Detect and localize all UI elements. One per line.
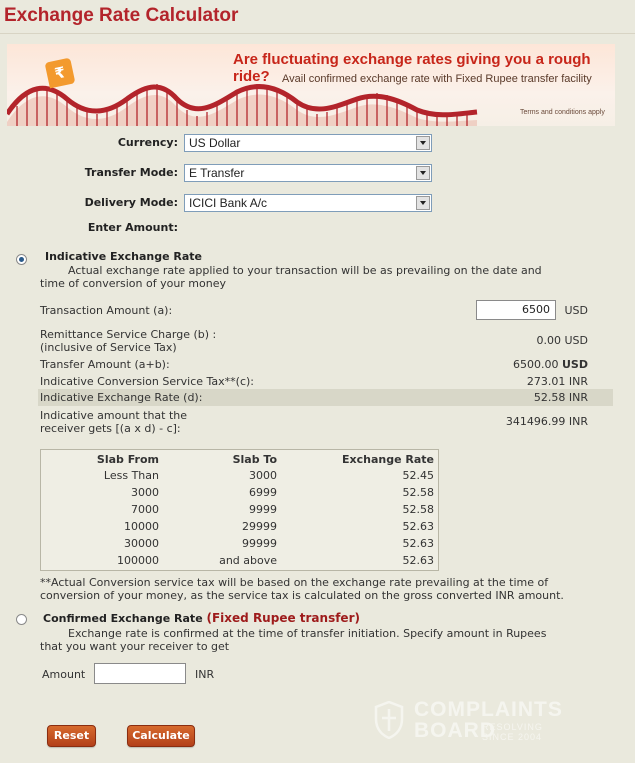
service-tax-value: 273.01 INR: [526, 375, 588, 388]
fixed-rupee-label: (Fixed Rupee transfer): [206, 611, 360, 625]
table-row: [41, 535, 438, 552]
slab-header-rate: Exchange Rate: [342, 452, 434, 466]
transaction-currency: USD: [564, 304, 588, 317]
slab-rate: 52.63: [402, 553, 434, 567]
footnote-line2: conversion of your money, as the service tax is calculated on the gross converted INR amount.: [40, 589, 564, 602]
confirmed-heading: Confirmed Exchange Rate: [43, 612, 203, 625]
transaction-amount-input[interactable]: 6500: [476, 300, 556, 320]
remittance-label-2: (inclusive of Service Tax): [40, 341, 177, 354]
exchange-rate-value: 52.58 INR: [533, 391, 588, 404]
table-row: [41, 484, 438, 501]
receiver-label-1: Indicative amount that the: [40, 409, 188, 422]
indicative-note-line1: Actual exchange rate applied to your transaction will be as prevailing on the date and: [68, 264, 542, 277]
banner-headline: Are fluctuating exchange rates giving you a rough ride?: [233, 51, 591, 85]
confirmed-heading-wrap: [43, 611, 360, 625]
slab-to: and above: [219, 553, 277, 567]
banner-subline: Avail confirmed exchange rate with Fixed Rupee transfer facility: [282, 73, 592, 85]
slab-to: 3000: [249, 468, 277, 482]
complaints-board-watermark: [374, 699, 589, 745]
slab-rate: 52.45: [402, 468, 434, 482]
slab-from: Less Than: [103, 468, 159, 482]
title-divider: [0, 33, 635, 34]
delivery-mode-select[interactable]: [184, 194, 432, 212]
indicative-heading: Indicative Exchange Rate: [45, 250, 202, 263]
table-row: [41, 552, 438, 569]
slab-to: 6999: [249, 485, 277, 499]
footnote-line1: **Actual Conversion service tax will be based on the exchange rate prevailing at the time of: [40, 576, 549, 589]
indicative-rate-radio[interactable]: [16, 254, 27, 265]
remittance-value: 0.00 USD: [536, 334, 588, 347]
chevron-down-icon[interactable]: [416, 196, 430, 210]
slab-from: 3000: [131, 485, 159, 499]
table-row: [41, 518, 438, 535]
remittance-label-1: Remittance Service Charge (b) :: [40, 328, 217, 341]
banner-terms: Terms and conditions apply: [520, 109, 605, 116]
transfer-amount-label: Transfer Amount (a+b):: [40, 358, 170, 371]
receiver-label-2: receiver gets [(a x d) - c]:: [40, 422, 181, 435]
chevron-down-icon[interactable]: [416, 166, 430, 180]
transfer-amount-currency: USD: [562, 358, 588, 371]
currency-label: Currency:: [117, 136, 178, 149]
transfer-mode-label: Transfer Mode:: [84, 166, 178, 179]
reset-button[interactable]: Reset: [47, 725, 96, 747]
exchange-rate-label: Indicative Exchange Rate (d):: [40, 391, 203, 404]
slab-rate: 52.58: [402, 485, 434, 499]
table-row: [41, 467, 438, 484]
watermark-line1: COMPLAINTS: [414, 698, 563, 721]
chevron-down-icon[interactable]: [416, 136, 430, 150]
table-row: [41, 501, 438, 518]
confirmed-rate-radio[interactable]: [16, 614, 27, 625]
currency-select[interactable]: [184, 134, 432, 152]
slab-rate: 52.63: [402, 519, 434, 533]
amount-label: Amount: [42, 668, 86, 681]
enter-amount-label: Enter Amount:: [87, 221, 178, 234]
currency-value: US Dollar: [189, 136, 241, 150]
slab-from: 30000: [124, 536, 159, 550]
slab-table: [40, 449, 439, 571]
slab-to: 99999: [242, 536, 277, 550]
slab-header-from: Slab From: [96, 452, 159, 466]
watermark-line2: BOARD: [414, 719, 496, 742]
confirmed-note-line1: Exchange rate is confirmed at the time of transfer initiation. Specify amount in Rupees: [68, 627, 547, 640]
delivery-mode-label: Delivery Mode:: [84, 196, 178, 209]
slab-to: 29999: [242, 519, 277, 533]
indicative-note-line2: time of conversion of your money: [40, 277, 227, 290]
transfer-amount-value: 6500.00: [513, 358, 559, 371]
shield-icon: [374, 701, 404, 739]
confirmed-note-line2: that you want your receiver to get: [40, 640, 230, 653]
watermark-tag1: RESOLVING: [482, 722, 543, 732]
slab-to: 9999: [249, 502, 277, 516]
slab-header-row: [41, 450, 438, 467]
rupee-icon: ₹: [45, 58, 76, 89]
watermark-tag2: SINCE 2004: [482, 732, 543, 742]
inr-amount-input[interactable]: [94, 663, 186, 684]
transfer-amount-value-wrap: [513, 358, 588, 371]
delivery-mode-value: ICICI Bank A/c: [189, 196, 268, 210]
calculate-button[interactable]: Calculate: [127, 725, 195, 747]
transaction-amount-label: Transaction Amount (a):: [40, 304, 173, 317]
receiver-value: 341496.99 INR: [505, 415, 588, 428]
slab-from: 100000: [117, 553, 159, 567]
page-title: Exchange Rate Calculator: [4, 5, 239, 26]
slab-from: 10000: [124, 519, 159, 533]
slab-header-to: Slab To: [232, 452, 277, 466]
slab-rate: 52.63: [402, 536, 434, 550]
slab-rate: 52.58: [402, 502, 434, 516]
amount-currency: INR: [195, 668, 215, 681]
slab-from: 7000: [131, 502, 159, 516]
promo-banner[interactable]: [7, 44, 615, 126]
transfer-mode-select[interactable]: [184, 164, 432, 182]
service-tax-label: Indicative Conversion Service Tax**(c):: [40, 375, 254, 388]
transfer-mode-value: E Transfer: [189, 166, 245, 180]
